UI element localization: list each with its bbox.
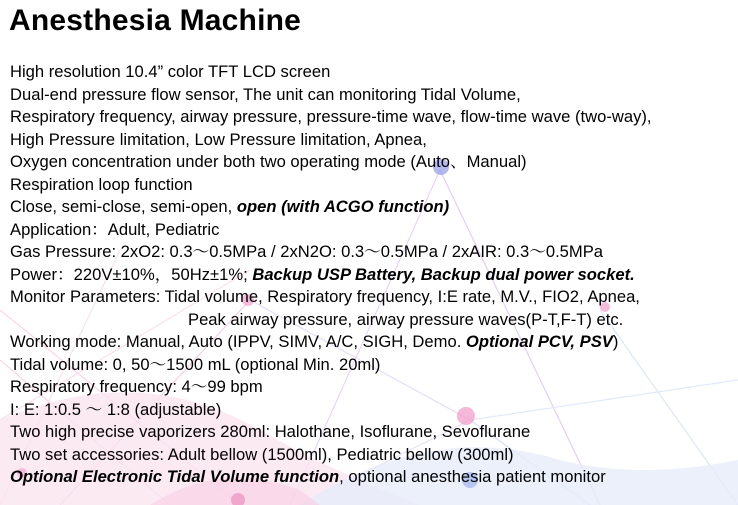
- spec-emphasis: Backup USP Battery, Backup dual power socket.: [252, 264, 635, 284]
- spec-text: Two set accessories: Adult bellow (1500ml), Pediatric bellow (300ml): [10, 444, 514, 464]
- spec-line: [10, 129, 738, 152]
- spec-text: High Pressure limitation, Low Pressure limitation, Apnea,: [10, 129, 427, 149]
- spec-line: [10, 309, 738, 332]
- spec-line: [10, 466, 738, 489]
- spec-text: Application：Adult, Pediatric: [10, 219, 220, 239]
- spec-line: [10, 106, 738, 129]
- spec-line: [10, 241, 738, 264]
- spec-line: [10, 376, 738, 399]
- spec-text: , optional anesthesia patient monitor: [339, 467, 606, 486]
- spec-emphasis: Optional PCV, PSV: [465, 332, 613, 351]
- spec-line: [10, 421, 738, 444]
- spec-text: Monitor Parameters: Tidal volume, Respiratory frequency, I:E rate, M.V., FIO2, Apnea,: [10, 287, 640, 306]
- spec-text: Respiration loop function: [10, 174, 193, 194]
- spec-line: [10, 61, 738, 84]
- spec-text: I: E: 1:0.5 ～ 1:8 (adjustable): [10, 399, 222, 419]
- spec-text: High resolution 10.4” color TFT LCD screen: [10, 62, 331, 81]
- spec-line: [10, 174, 738, 197]
- spec-list: [10, 61, 738, 489]
- spec-line: [10, 151, 738, 174]
- spec-text: Close, semi-close, semi-open,: [10, 197, 237, 216]
- spec-emphasis: Optional Electronic Tidal Volume function: [10, 467, 340, 486]
- spec-text: Respiratory frequency, airway pressure, pressure-time wave, flow-time wave (two-way),: [10, 107, 652, 126]
- spec-line: [10, 84, 738, 107]
- spec-line: [10, 399, 738, 422]
- spec-text: Tidal volume: 0, 50～1500 mL (optional Min. 20ml): [10, 354, 381, 374]
- spec-line: [10, 286, 738, 309]
- spec-text: Power：220V±10%，50Hz±1%;: [10, 264, 253, 284]
- spec-line: [10, 219, 738, 242]
- spec-line: [10, 331, 738, 354]
- spec-emphasis: open (with ACGO function): [236, 197, 450, 216]
- spec-text: Dual-end pressure flow sensor, The unit can monitoring Tidal Volume,: [10, 84, 521, 104]
- spec-text: Gas Pressure: 2xO2: 0.3～0.5MPa / 2xN2O: 0.3～0.5MPa / 2xAIR: 0.3～0.5MPa: [10, 242, 604, 261]
- page-title: Anesthesia Machine: [9, 4, 302, 37]
- spec-line: [10, 354, 738, 377]
- spec-text: Oxygen concentration under both two operating mode (Auto、Manual): [10, 152, 527, 171]
- spec-text: Peak airway pressure, airway pressure waves(P-T,F-T) etc.: [188, 309, 624, 329]
- spec-text: ): [612, 332, 619, 351]
- spec-text: Two high precise vaporizers 280ml: Halothane, Isoflurane, Sevoflurane: [10, 422, 531, 441]
- spec-text: Respiratory frequency: 4～99 bpm: [10, 377, 263, 396]
- spec-line: [10, 444, 738, 467]
- spec-line: [10, 264, 738, 287]
- spec-line: [10, 196, 738, 219]
- spec-text: Working mode: Manual, Auto (IPPV, SIMV, A/C, SIGH, Demo.: [10, 332, 466, 351]
